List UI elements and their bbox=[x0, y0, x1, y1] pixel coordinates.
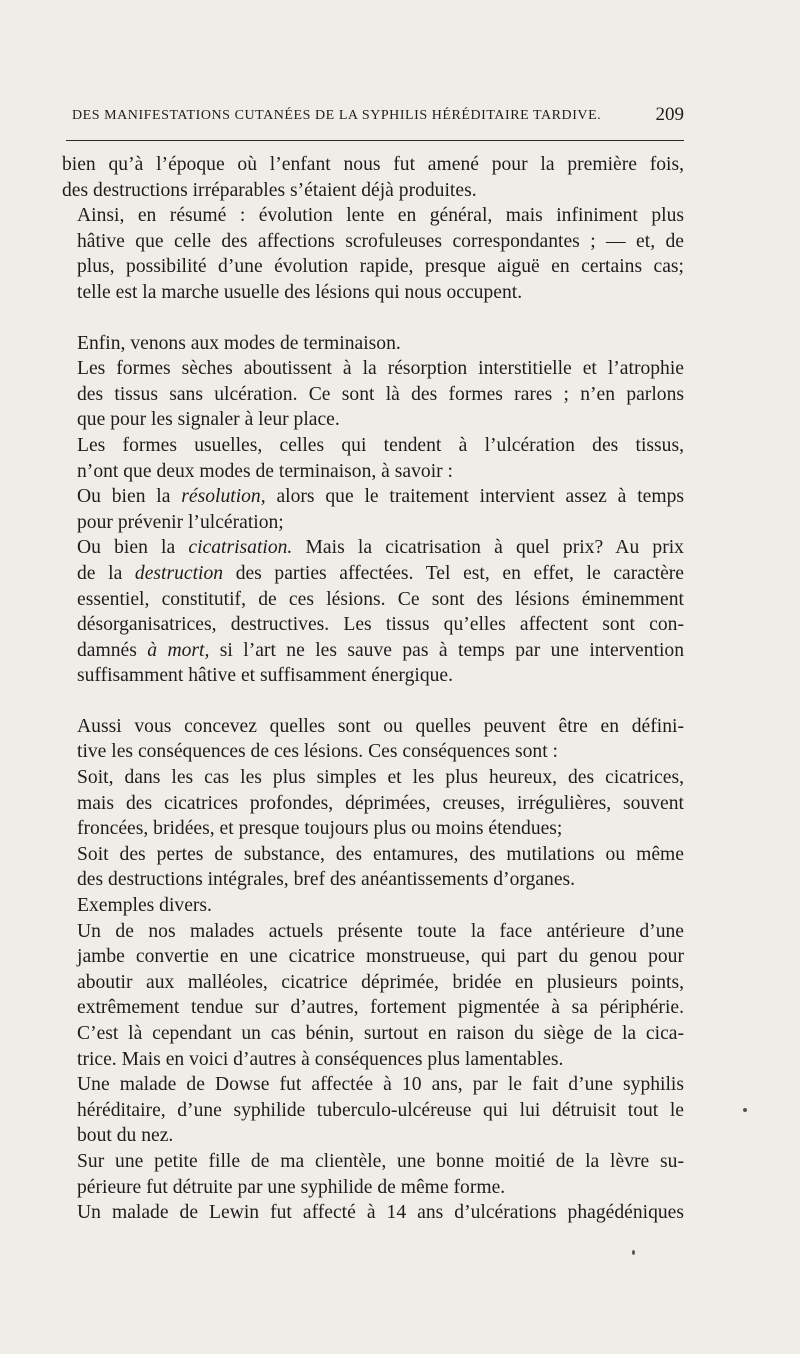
page-header bbox=[72, 100, 684, 130]
text-line: désorganisatrices, destructives. Les tissus qu’elles affectent sont con- bbox=[77, 614, 684, 636]
text-line bbox=[62, 535, 684, 561]
text-run: Mais la cicatrisation à quel prix? Au prix bbox=[292, 537, 684, 559]
text-line: jambe convertie en une cicatrice monstrueuse, qui part du genou pour bbox=[77, 946, 684, 968]
running-title: DES MANIFESTATIONS CUTANÉES DE LA SYPHILIS HÉRÉDITAIRE TARDIVE. bbox=[72, 108, 602, 123]
text-line: Un malade de Lewin fut affecté à 14 ans d’ulcérations phagédéniques bbox=[77, 1202, 684, 1224]
paragraph-5 bbox=[62, 433, 684, 484]
paragraph-6 bbox=[62, 484, 684, 535]
italic-term: destruction bbox=[134, 562, 224, 584]
text-line: Soit des pertes de substance, des entamures, des mutilations ou même bbox=[77, 843, 684, 865]
text-line bbox=[62, 484, 684, 510]
italic-term: résolution, bbox=[181, 486, 266, 508]
text-line: aboutir aux malléoles, cicatrice déprimée, bridée en plusieurs points, bbox=[77, 971, 684, 993]
ink-speck bbox=[632, 1250, 635, 1255]
text-line: bien qu’à l’époque où l’enfant nous fut amené pour la première fois, bbox=[62, 154, 684, 175]
ink-speck bbox=[743, 1108, 747, 1112]
text-line: Les formes usuelles, celles qui tendent à l’ulcération des tissus, bbox=[77, 434, 684, 456]
text-line: tive les conséquences de ces lésions. Ces conséquences sont : bbox=[77, 741, 559, 763]
text-line: essentiel, constitutif, de ces lésions. Ce sont des lésions éminemment bbox=[77, 588, 684, 610]
text-line: extrêmement tendue sur d’autres, fortement pigmentée à sa périphérie. bbox=[77, 997, 684, 1019]
text-run: alors que le traitement intervient assez à temps bbox=[265, 486, 684, 508]
text-run: Ou bien la bbox=[77, 537, 189, 559]
text-line: suffisamment hâtive et suffisamment énergique. bbox=[77, 665, 454, 687]
body-text bbox=[62, 152, 684, 1226]
paragraph-4 bbox=[62, 356, 684, 433]
text-line: bout du nez. bbox=[77, 1125, 174, 1147]
text-line: Les formes sèches aboutissent à la résorption interstitielle et l’atrophie bbox=[77, 358, 684, 380]
text-line: Un de nos malades actuels présente toute la face antérieure d’une bbox=[77, 920, 684, 942]
text-line: des tissus sans ulcération. Ce sont là des formes rares ; n’en parlons bbox=[77, 383, 684, 405]
text-line bbox=[62, 561, 684, 587]
text-line: héréditaire, d’une syphilide tuberculo-ulcéreuse qui lui détruisit tout le bbox=[77, 1099, 684, 1121]
paragraph-2 bbox=[62, 203, 684, 305]
paragraph-10 bbox=[62, 842, 684, 893]
text-line: mais des cicatrices profondes, déprimées, creuses, irrégulières, souvent bbox=[77, 792, 684, 814]
text-line: Enfin, venons aux modes de terminaison. bbox=[77, 332, 401, 354]
text-line: n’ont que deux modes de terminaison, à savoir : bbox=[77, 460, 454, 482]
text-line: Soit, dans les cas les plus simples et les plus heureux, des cicatrices, bbox=[77, 767, 684, 789]
text-line: trice. Mais en voici d’autres à conséquences plus lamentables. bbox=[77, 1048, 564, 1070]
text-line: des destructions intégrales, bref des anéantissements d’organes. bbox=[77, 869, 576, 891]
text-line: hâtive que celle des affections scrofuleuses correspondantes ; — et, de bbox=[77, 230, 684, 252]
text-line: Exemples divers. bbox=[77, 895, 212, 917]
paragraph-9 bbox=[62, 765, 684, 842]
text-line: froncées, bridées, et presque toujours plus ou moins étendues; bbox=[77, 818, 563, 840]
text-line: périeure fut détruite par une syphilide de même forme. bbox=[77, 1176, 506, 1198]
text-run: si l’art ne les sauve pas à temps par une intervention bbox=[209, 639, 684, 661]
text-run: Ou bien la bbox=[77, 486, 182, 508]
page-number: 209 bbox=[655, 104, 684, 125]
paragraph-13 bbox=[62, 1072, 684, 1149]
text-line: C’est là cependant un cas bénin, surtout en raison du siège de la cica- bbox=[77, 1023, 684, 1044]
text-line: pour prévenir l’ulcération; bbox=[77, 511, 284, 533]
paragraph-15 bbox=[62, 1200, 684, 1226]
text-run: damnés bbox=[77, 639, 148, 661]
text-line bbox=[62, 638, 684, 664]
text-line: Aussi vous concevez quelles sont ou quelles peuvent être en défini- bbox=[77, 715, 684, 737]
text-line: Ainsi, en résumé : évolution lente en général, mais infiniment plus bbox=[77, 205, 684, 227]
text-run: de la bbox=[77, 562, 135, 584]
paragraph-12 bbox=[62, 919, 684, 1073]
text-line: Sur une petite fille de ma clientèle, une bonne moitié de la lèvre su- bbox=[77, 1150, 684, 1172]
italic-term: cicatrisation. bbox=[188, 537, 293, 559]
italic-term: à mort, bbox=[147, 639, 210, 661]
text-line: que pour les signaler à leur place. bbox=[77, 409, 340, 431]
paragraph-8 bbox=[62, 714, 684, 765]
text-line: telle est la marche usuelle des lésions qui nous occupent. bbox=[77, 281, 523, 303]
text-run: des parties affectées. Tel est, en effet, le caractère bbox=[223, 562, 684, 584]
paragraph-7 bbox=[62, 535, 684, 689]
paragraph-1 bbox=[62, 152, 684, 203]
text-line: Une malade de Dowse fut affectée à 10 ans, par le fait d’une syphilis bbox=[77, 1074, 684, 1096]
paragraph-14 bbox=[62, 1149, 684, 1200]
text-line: des destructions irréparables s’étaient déjà produites. bbox=[62, 179, 477, 201]
header-rule bbox=[66, 140, 684, 141]
paragraph-3 bbox=[62, 331, 684, 357]
paragraph-11 bbox=[62, 893, 684, 919]
text-line: plus, possibilité d’une évolution rapide, presque aiguë en certains cas; bbox=[77, 256, 684, 278]
